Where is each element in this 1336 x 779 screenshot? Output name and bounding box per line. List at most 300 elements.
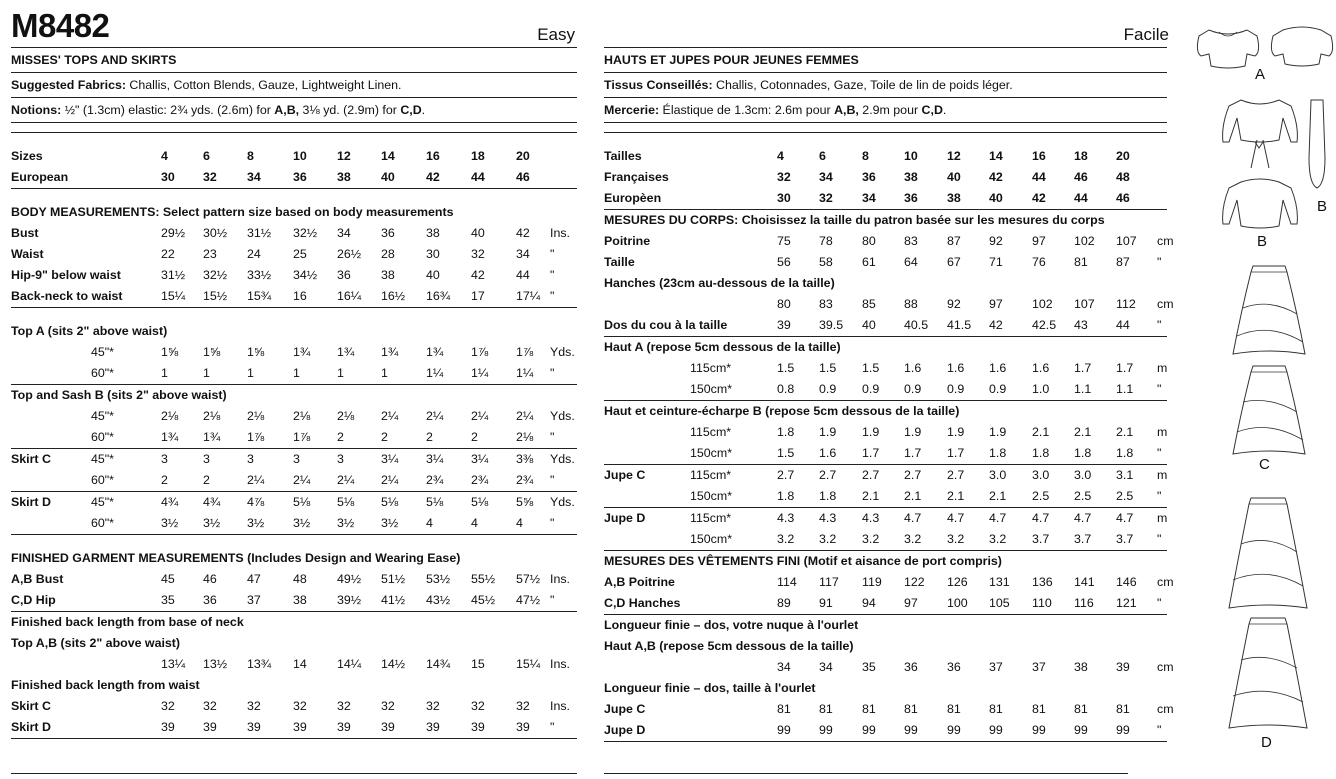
unit: " <box>1157 723 1162 737</box>
section-heading-label: Top and Sash B (sits 2" above waist) <box>11 388 227 402</box>
french-size-table <box>604 146 1174 742</box>
table-row <box>11 167 577 189</box>
size-2-value: 4⅞ <box>247 495 265 509</box>
size-5-value: 14 <box>989 149 1003 163</box>
row-label: Skirt D <box>11 495 51 509</box>
table-row <box>604 529 1167 551</box>
table-row <box>604 294 1174 315</box>
size-5-value: 99 <box>989 723 1003 737</box>
size-2-value: 13¾ <box>247 657 272 671</box>
size-2-value: 3 <box>247 452 254 466</box>
size-3-value: 88 <box>904 297 918 311</box>
size-4-value: 34 <box>337 226 351 240</box>
table-row <box>604 379 1167 401</box>
size-5-value: 2¼ <box>381 409 399 423</box>
size-7-value: 17 <box>471 289 485 303</box>
size-8-value: 39 <box>1116 660 1130 674</box>
divider <box>604 773 1128 774</box>
size-7-value: 107 <box>1074 297 1095 311</box>
size-7-value: 4.7 <box>1074 511 1092 525</box>
size-7-value: 116 <box>1074 596 1094 610</box>
table-row <box>11 717 577 739</box>
size-4-value: 99 <box>947 723 961 737</box>
size-1-value: 4¾ <box>203 495 221 509</box>
size-2-value: 1 <box>247 366 254 380</box>
section-heading <box>604 551 1167 572</box>
size-3-value: 34½ <box>293 268 318 282</box>
section-heading-label: Haut et ceinture-écharpe B (repose 5cm dessous de la taille) <box>604 404 960 418</box>
unit: cm <box>1157 660 1174 674</box>
size-1-value: 83 <box>819 297 833 311</box>
table-row <box>11 569 577 590</box>
size-0-value: 4 <box>161 149 168 163</box>
size-4-value: 0.9 <box>947 382 965 396</box>
pattern-title: MISSES' TOPS AND SKIRTS <box>11 47 577 73</box>
table-row <box>604 315 1167 337</box>
size-3-value: 36 <box>904 191 918 205</box>
size-0-value: 4 <box>777 149 784 163</box>
size-2-value: 47 <box>247 572 261 586</box>
unit: Yds. <box>550 495 575 509</box>
size-7-value: 2¾ <box>471 473 489 487</box>
size-5-value: 42 <box>989 170 1003 184</box>
size-5-value: 1.8 <box>989 446 1007 460</box>
unit: " <box>1157 382 1162 396</box>
size-3-value: 0.9 <box>904 382 922 396</box>
table-row <box>604 486 1167 508</box>
size-1-value: 15½ <box>203 289 228 303</box>
size-3-value: 36 <box>904 660 918 674</box>
size-5-value: 42 <box>989 318 1003 332</box>
size-5-value: 38 <box>381 268 395 282</box>
size-6-value: 42 <box>426 170 440 184</box>
size-4-value: 36 <box>947 660 961 674</box>
sash-b-illustration <box>1303 98 1331 190</box>
notions-fr: Mercerie: Élastique de 1.3cm: 2.6m pour A,B, 2.9m pour C,D. <box>604 98 1167 123</box>
size-4-value: 4.7 <box>947 511 965 525</box>
size-4-value: 67 <box>947 255 961 269</box>
size-5-value: 131 <box>989 575 1010 589</box>
size-1-value: 23 <box>203 247 217 261</box>
row-label: Taille <box>604 255 635 269</box>
size-4-value: 87 <box>947 234 961 248</box>
section-heading-label: Top A,B (sits 2" above waist) <box>11 636 181 650</box>
size-8-value: 39 <box>516 720 530 734</box>
size-5-value: 40 <box>989 191 1003 205</box>
size-1-value: 2 <box>203 473 210 487</box>
size-1-value: 117 <box>819 575 839 589</box>
size-6-value: 39 <box>426 720 440 734</box>
unit: " <box>550 516 555 530</box>
size-1-value: 30½ <box>203 226 228 240</box>
size-6-value: 2¼ <box>426 409 444 423</box>
size-6-value: 43½ <box>426 593 451 607</box>
size-1-value: 39 <box>203 720 217 734</box>
size-3-value: 25 <box>293 247 307 261</box>
size-6-value: 4.7 <box>1032 511 1050 525</box>
size-4-value: 14¼ <box>337 657 362 671</box>
size-7-value: 42 <box>471 268 485 282</box>
size-8-value: 3.1 <box>1116 468 1134 482</box>
size-4-value: 1¾ <box>337 345 355 359</box>
size-1-value: 0.9 <box>819 382 837 396</box>
size-2-value: 61 <box>862 255 876 269</box>
size-5-value: 1.6 <box>989 361 1007 375</box>
row-label: Françaises <box>604 170 669 184</box>
size-8-value: 1.8 <box>1116 446 1134 460</box>
size-4-value: 41.5 <box>947 318 972 332</box>
fabric-width: 115cm* <box>690 361 732 375</box>
size-0-value: 75 <box>777 234 791 248</box>
size-5-value: 2 <box>381 430 388 444</box>
size-6-value: 102 <box>1032 297 1053 311</box>
french-chart <box>604 0 1174 742</box>
unit: Yds. <box>550 345 575 359</box>
size-2-value: 2.1 <box>862 489 880 503</box>
size-0-value: 80 <box>777 297 791 311</box>
size-7-value: 4 <box>471 516 478 530</box>
notions: Notions: ½" (1.3cm) elastic: 2¾ yds. (2.6m) for A,B, 3⅛ yd. (2.9m) for C,D. <box>11 98 577 123</box>
size-1-value: 34 <box>819 170 833 184</box>
size-6-value: 1¼ <box>426 366 444 380</box>
fabric-width: 60"* <box>91 516 115 530</box>
table-row <box>604 252 1167 273</box>
size-3-value: 3½ <box>293 516 311 530</box>
size-5-value: 92 <box>989 234 1003 248</box>
size-0-value: 45 <box>161 572 175 586</box>
size-1-value: 78 <box>819 234 833 248</box>
unit: m <box>1157 361 1168 375</box>
size-7-value: 81 <box>1074 255 1088 269</box>
size-1-value: 2.7 <box>819 468 837 482</box>
size-6-value: 40 <box>426 268 440 282</box>
size-5-value: 3½ <box>381 516 399 530</box>
size-2-value: 8 <box>247 149 254 163</box>
size-5-value: 14½ <box>381 657 406 671</box>
unit: " <box>550 289 555 303</box>
size-3-value: 3 <box>293 452 300 466</box>
fabric-width: 45"* <box>91 452 115 466</box>
unit: Ins. <box>550 657 570 671</box>
size-3-value: 1¾ <box>293 345 311 359</box>
size-5-value: 2¼ <box>381 473 399 487</box>
row-label: Sizes <box>11 149 43 163</box>
view-letter-b-sash: B <box>1317 198 1328 215</box>
unit: m <box>1157 511 1168 525</box>
size-8-value: 42 <box>516 226 530 240</box>
size-4-value: 81 <box>947 702 961 716</box>
size-7-value: 18 <box>471 149 485 163</box>
size-8-value: 1.7 <box>1116 361 1134 375</box>
size-3-value: 1 <box>293 366 300 380</box>
table-row <box>11 342 577 363</box>
size-3-value: 39 <box>293 720 307 734</box>
size-4-value: 12 <box>337 149 351 163</box>
size-8-value: 17¼ <box>516 289 541 303</box>
size-7-value: 2 <box>471 430 478 444</box>
size-1-value: 1 <box>203 366 210 380</box>
section-heading-label: Haut A,B (repose 5cm dessous de la taille) <box>604 639 854 653</box>
section-heading-label: Longueur finie – dos, votre nuque à l'ourlet <box>604 618 859 632</box>
size-1-value: 32½ <box>203 268 228 282</box>
unit: Ins. <box>550 226 570 240</box>
unit: cm <box>1157 702 1174 716</box>
size-1-value: 2⅛ <box>203 409 221 423</box>
section-heading-label: Haut A (repose 5cm dessous de la taille) <box>604 340 841 354</box>
section-heading-label: FINISHED GARMENT MEASUREMENTS (Includes Design and Wearing Ease) <box>11 551 461 565</box>
table-row <box>604 443 1167 465</box>
table-row <box>604 188 1167 210</box>
size-7-value: 46 <box>1074 170 1088 184</box>
table-row <box>11 696 577 717</box>
size-6-value: 136 <box>1032 575 1053 589</box>
size-1-value: 1¾ <box>203 430 221 444</box>
size-1-value: 13½ <box>203 657 228 671</box>
unit: Ins. <box>550 699 570 713</box>
size-7-value: 45½ <box>471 593 496 607</box>
size-8-value: 4 <box>516 516 523 530</box>
table-row <box>11 492 577 513</box>
size-4-value: 32 <box>337 699 351 713</box>
size-6-value: 42 <box>1032 191 1046 205</box>
english-size-table <box>11 146 577 739</box>
view-letter-b: B <box>1257 233 1268 250</box>
size-8-value: 3.7 <box>1116 532 1134 546</box>
size-5-value: 3.0 <box>989 468 1007 482</box>
size-2-value: 1⅞ <box>247 430 265 444</box>
size-0-value: 13¼ <box>161 657 186 671</box>
size-3-value: 14 <box>293 657 307 671</box>
size-2-value: 34 <box>862 191 876 205</box>
size-3-value: 2.7 <box>904 468 922 482</box>
size-1-value: 3½ <box>203 516 221 530</box>
size-0-value: 30 <box>161 170 175 184</box>
size-0-value: 3.2 <box>777 532 795 546</box>
fabric-width: 150cm* <box>690 382 733 396</box>
size-7-value: 38 <box>1074 660 1088 674</box>
size-3-value: 81 <box>904 702 918 716</box>
size-6-value: 16 <box>1032 149 1046 163</box>
size-5-value: 2.1 <box>989 489 1007 503</box>
row-label: C,D Hip <box>11 593 56 607</box>
unit: " <box>550 247 555 261</box>
section-heading <box>11 385 577 406</box>
table-row <box>11 449 577 470</box>
size-1-value: 81 <box>819 702 833 716</box>
size-7-value: 2.5 <box>1074 489 1092 503</box>
size-2-value: 34 <box>247 170 261 184</box>
row-label: C,D Hanches <box>604 596 681 610</box>
section-heading <box>11 548 577 569</box>
size-1-value: 91 <box>819 596 833 610</box>
size-8-value: 121 <box>1116 596 1137 610</box>
size-6-value: 2.1 <box>1032 425 1050 439</box>
size-8-value: 2¼ <box>516 409 534 423</box>
divider <box>11 773 577 774</box>
size-4-value: 92 <box>947 297 961 311</box>
size-1-value: 36 <box>203 593 217 607</box>
size-3-value: 48 <box>293 572 307 586</box>
table-row <box>11 244 577 265</box>
section-heading <box>11 675 577 696</box>
size-6-value: 99 <box>1032 723 1046 737</box>
size-2-value: 32 <box>247 699 261 713</box>
size-8-value: 2.5 <box>1116 489 1134 503</box>
row-label: Waist <box>11 247 44 261</box>
size-6-value: 16¾ <box>426 289 451 303</box>
size-2-value: 94 <box>862 596 876 610</box>
size-6-value: 53½ <box>426 572 451 586</box>
size-5-value: 28 <box>381 247 395 261</box>
size-2-value: 4.3 <box>862 511 880 525</box>
section-heading <box>11 633 577 654</box>
size-0-value: 0.8 <box>777 382 795 396</box>
table-row <box>604 593 1167 615</box>
difficulty-level-fr: Facile <box>1123 25 1169 44</box>
size-8-value: 99 <box>1116 723 1130 737</box>
size-1-value: 1.6 <box>819 446 837 460</box>
row-label: A,B Bust <box>11 572 64 586</box>
size-6-value: 1.8 <box>1032 446 1050 460</box>
size-3-value: 1.7 <box>904 446 922 460</box>
section-heading <box>11 321 577 342</box>
size-7-value: 3.0 <box>1074 468 1092 482</box>
view-illustrations <box>1195 0 1336 779</box>
size-5-value: 32 <box>381 699 395 713</box>
size-7-value: 2¼ <box>471 409 489 423</box>
size-0-value: 114 <box>777 575 797 589</box>
size-8-value: 20 <box>516 149 530 163</box>
table-row <box>604 572 1174 593</box>
size-0-value: 56 <box>777 255 791 269</box>
size-2-value: 35 <box>862 660 876 674</box>
row-label: Hip-9" below waist <box>11 268 121 282</box>
fabric-width: 150cm* <box>690 446 733 460</box>
size-6-value: 1.6 <box>1032 361 1050 375</box>
size-3-value: 32 <box>293 699 307 713</box>
size-8-value: 46 <box>516 170 530 184</box>
fabric-width: 150cm* <box>690 489 733 503</box>
size-8-value: 107 <box>1116 234 1137 248</box>
unit: m <box>1157 425 1168 439</box>
size-0-value: 30 <box>777 191 791 205</box>
size-7-value: 32 <box>471 247 485 261</box>
suggested-fabrics-fr: Tissus Conseillés: Challis, Cotonnades, Gaze, Toile de lin de poids léger. <box>604 73 1167 98</box>
section-heading <box>604 678 1167 699</box>
size-7-value: 43 <box>1074 318 1088 332</box>
table-row <box>11 654 577 675</box>
size-7-value: 3.7 <box>1074 532 1092 546</box>
size-6-value: 5⅛ <box>426 495 444 509</box>
table-row <box>604 146 1167 167</box>
size-7-value: 44 <box>1074 191 1088 205</box>
size-4-value: 2⅛ <box>337 409 355 423</box>
size-2-value: 1⅝ <box>247 345 265 359</box>
suggested-fabrics: Suggested Fabrics: Challis, Cotton Blends, Gauze, Lightweight Linen. <box>11 73 577 98</box>
row-label: Bust <box>11 226 39 240</box>
size-6-value: 44 <box>1032 170 1046 184</box>
size-5-value: 3¼ <box>381 452 399 466</box>
size-5-value: 105 <box>989 596 1010 610</box>
size-0-value: 1⅝ <box>161 345 179 359</box>
size-6-value: 110 <box>1032 596 1052 610</box>
size-2-value: 0.9 <box>862 382 880 396</box>
size-5-value: 1.9 <box>989 425 1007 439</box>
size-4-value: 1 <box>337 366 344 380</box>
size-2-value: 31½ <box>247 226 272 240</box>
section-heading <box>11 202 577 223</box>
unit: Yds. <box>550 409 575 423</box>
size-4-value: 16¼ <box>337 289 362 303</box>
size-0-value: 81 <box>777 702 791 716</box>
table-row <box>604 720 1167 742</box>
size-0-value: 2.7 <box>777 468 795 482</box>
size-3-value: 2⅛ <box>293 409 311 423</box>
size-1-value: 39.5 <box>819 318 844 332</box>
size-3-value: 5⅛ <box>293 495 311 509</box>
size-5-value: 1 <box>381 366 388 380</box>
size-1-value: 1.8 <box>819 489 837 503</box>
size-4-value: 1.6 <box>947 361 965 375</box>
size-5-value: 36 <box>381 226 395 240</box>
size-3-value: 40.5 <box>904 318 929 332</box>
size-0-value: 1.8 <box>777 425 795 439</box>
view-letter-c: C <box>1259 456 1270 473</box>
size-2-value: 1.5 <box>862 361 880 375</box>
row-label: Jupe D <box>604 723 646 737</box>
table-row <box>604 465 1167 486</box>
section-heading-label: MESURES DES VÊTEMENTS FINI (Motif et aisance de port compris) <box>604 554 1002 568</box>
unit: cm <box>1157 575 1174 589</box>
row-label: Europèen <box>604 191 662 205</box>
size-5-value: 41½ <box>381 593 406 607</box>
table-row <box>604 422 1167 443</box>
section-heading <box>604 337 1167 358</box>
skirt-c-front-illustration <box>1229 262 1309 358</box>
fabric-width: 60"* <box>91 473 115 487</box>
size-7-value: 102 <box>1074 234 1095 248</box>
view-letter-a: A <box>1255 66 1266 83</box>
size-2-value: 99 <box>862 723 876 737</box>
fabric-width: 45"* <box>91 345 115 359</box>
size-8-value: 1.1 <box>1116 382 1134 396</box>
table-row <box>11 470 577 492</box>
unit: " <box>550 366 555 380</box>
size-3-value: 64 <box>904 255 918 269</box>
section-heading-label: Finished back length from waist <box>11 678 200 692</box>
size-2-value: 2.7 <box>862 468 880 482</box>
size-2-value: 1.9 <box>862 425 880 439</box>
size-0-value: 32 <box>161 699 175 713</box>
size-3-value: 10 <box>904 149 918 163</box>
section-heading-label: BODY MEASUREMENTS: Select pattern size based on body measurements <box>11 205 454 219</box>
table-row <box>11 427 577 449</box>
row-label: Skirt C <box>11 452 51 466</box>
table-row <box>11 406 577 427</box>
size-3-value: 2¼ <box>293 473 311 487</box>
size-4-value: 38 <box>337 170 351 184</box>
section-heading <box>604 401 1167 422</box>
size-2-value: 1.7 <box>862 446 880 460</box>
size-8-value: 112 <box>1116 297 1136 311</box>
size-7-value: 1¼ <box>471 366 489 380</box>
size-3-value: 122 <box>904 575 925 589</box>
top-b-back-illustration <box>1219 176 1301 232</box>
size-7-value: 1.7 <box>1074 361 1092 375</box>
size-0-value: 1 <box>161 366 168 380</box>
row-label: A,B Poitrine <box>604 575 675 589</box>
unit: " <box>550 593 555 607</box>
